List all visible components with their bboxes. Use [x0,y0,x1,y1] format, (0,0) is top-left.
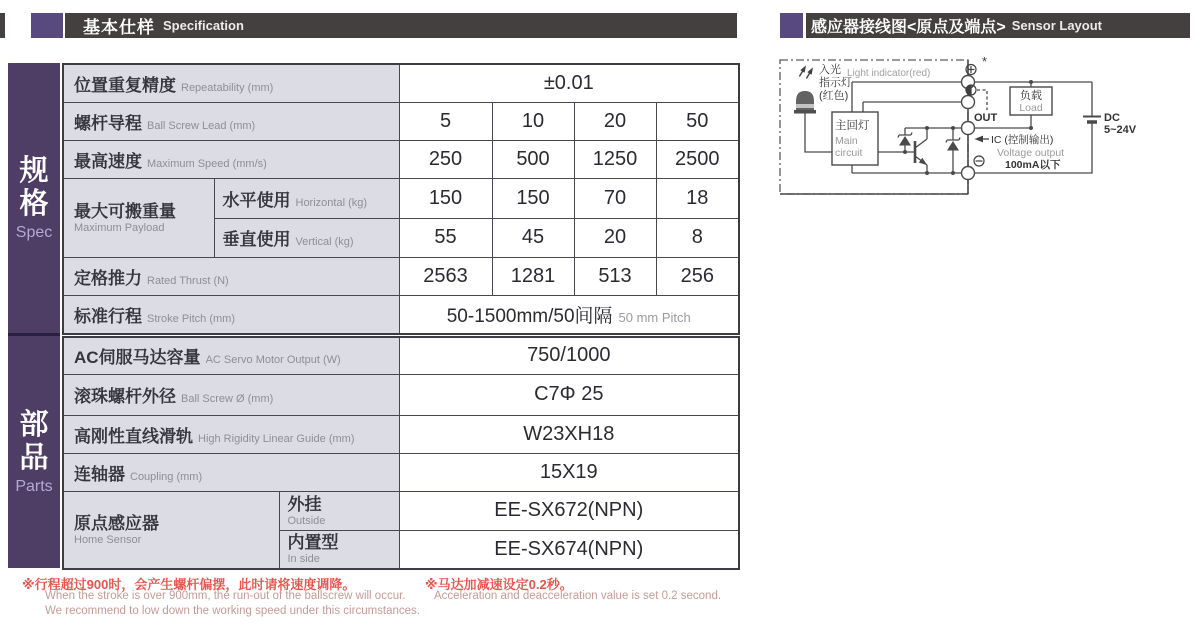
sidebar-parts-label-zh: 部品 [19,408,49,474]
row-label-zh: 高刚性直线滑轨 [74,426,193,446]
value-cell: 750/1000 [399,337,739,374]
spec-header-bar [65,13,737,38]
accent-square [780,13,803,38]
table-row [63,491,739,530]
value-cell: 1281 [492,257,574,295]
sub-row-label [279,530,399,569]
sub-row-label [214,178,399,218]
stroke-value-en: 50 mm Pitch [618,309,691,325]
value-cell: 8 [656,218,739,257]
row-label-zh: 外挂 [287,494,322,514]
main-circuit-label-en1: Main [835,135,858,147]
value-cell: 150 [399,178,492,218]
spec-title-en: Specification [163,18,244,33]
sub-row-label [279,491,399,530]
battery-icon [1083,117,1101,123]
table-row [63,295,739,334]
value-cell: 70 [574,178,656,218]
terminal-star: * [982,54,988,69]
row-label-zh: 原点感应器 [74,513,159,533]
light-arrows-icon [799,65,813,78]
footnote-1-en-line2: We recommend to low down the working speed under this circumstances. [45,605,420,617]
row-label [63,415,399,453]
table-row [63,178,739,218]
footnote-2-en: Acceleration and deacceleration value is set 0.2 second. [434,590,722,602]
table-row [63,415,739,453]
row-label-en: In side [287,553,320,566]
row-label-zh: 最大可搬重量 [74,201,176,221]
row-label [63,64,399,102]
light-in-label: 入光 [819,64,841,76]
row-label-zh: 水平使用 [222,190,291,210]
sidebar-section-parts [8,336,60,568]
sensor-wiring-diagram [775,52,1195,202]
row-label-en: Ball Screw Ø (mm) [181,393,274,405]
row-label [63,257,399,295]
footnote-2-zh: ※马达加减速设定0.2秒。 [425,577,573,592]
value-cell: 18 [656,178,739,218]
value-cell: 513 [574,257,656,295]
row-label-zh: 螺杆导程 [74,113,142,133]
row-label-en: Stroke Pitch (mm) [147,312,236,325]
light-indicator-label: Light indicator(red) [847,68,931,79]
value-cell: 1250 [574,140,656,178]
row-label-zh: 内置型 [287,533,339,553]
diode-terminal-icon [966,85,976,95]
row-label-en: Coupling (mm) [130,470,203,483]
out-label: OUT [974,112,998,124]
spec-title-zh: 基本仕样 [83,18,155,37]
footnote-1-zh: ※行程超过900时，会产生螺杆偏摆，此时请将速度调降。 [22,577,356,592]
current-limit-label: 100mA以下 [1005,159,1061,171]
voltage-output-label: Voltage output [997,147,1065,159]
table-row [63,257,739,295]
minus-terminal-icon [974,156,984,166]
ic-label: IC (控制输出) [991,134,1054,146]
value-cell: 500 [492,140,574,178]
indicator-label: 指示灯 [819,77,852,89]
value-cell: 2500 [656,140,739,178]
value-cell: W23XH18 [399,415,739,453]
value-cell: EE-SX672(NPN) [399,491,739,530]
zener-diode-icon [946,138,960,151]
ic-arrow-icon [975,136,990,143]
value-cell: 256 [656,257,739,295]
row-label-en: Home Sensor [74,533,142,546]
value-cell: 55 [399,218,492,257]
row-label-payload [63,178,214,257]
value-cell: 15X19 [399,453,739,491]
value-cell: 2563 [399,257,492,295]
value-cell: EE-SX674(NPN) [399,530,739,569]
accent-square [31,13,63,38]
row-label-en: High Rigidity Linear Guide (mm) [198,432,355,445]
transistor-icon [915,139,927,165]
table-row [63,453,739,491]
parts-table [62,336,740,570]
dc-range-label: 5~24V [1104,124,1137,136]
sidebar-spec-label-zh: 规格 [19,154,49,220]
table-row [63,140,739,178]
row-label-en: Horizontal (kg) [295,196,368,209]
section-sidebar [8,63,60,568]
load-label-en: Load [1019,102,1043,114]
row-label [63,453,399,491]
value-cell [399,295,739,334]
sidebar-spec-label-en: Spec [15,223,53,241]
dc-label: DC [1104,112,1120,124]
value-cell: 45 [492,218,574,257]
plus-terminal-icon [966,65,976,75]
value-cell: 150 [492,178,574,218]
row-label-en: Outside [287,514,326,527]
main-circuit-label-zh: 主回灯 [835,120,870,132]
row-label-home-sensor [63,491,279,569]
value-cell: 20 [574,102,656,140]
table-row [63,64,739,102]
row-label-en: AC Servo Motor Output (W) [205,354,341,367]
sensor-layout-title-zh: 感应器接线图<原点及端点> [811,19,1006,36]
value-cell: 250 [399,140,492,178]
row-label-en: Rated Thrust (N) [147,274,229,287]
value-cell: C7Φ 25 [399,374,739,415]
red-label: (红色) [819,90,849,102]
row-label-zh: AC伺服马达容量 [74,348,201,368]
row-label [63,140,399,178]
table-row [63,102,739,140]
row-label-en: Vertical (kg) [295,236,354,248]
value-cell: ±0.01 [399,64,739,102]
main-circuit-label-en2: circuit [835,147,863,159]
led-icon [794,91,816,114]
row-label [63,374,399,415]
row-label-en: Repeatability (mm) [181,81,274,94]
row-label [63,102,399,140]
page-edge-notch [0,13,5,38]
sensor-layout-title-en: Sensor Layout [1011,18,1102,33]
row-label-zh: 连轴器 [74,464,125,484]
row-label-zh: 标准行程 [74,306,142,326]
value-cell: 20 [574,218,656,257]
row-label-zh: 定格推力 [74,268,142,288]
row-label-en: Ball Screw Lead (mm) [147,119,256,132]
footnote-1-en-line1: When the stroke is over 900mm, the run-out of the ballscrew will occur. [45,590,406,602]
zener-diode-icon [898,133,912,146]
sidebar-section-spec [8,63,60,333]
main-circuit-box [832,112,878,165]
row-label-en: Maximum Speed (mm/s) [147,157,267,170]
value-cell: 50 [656,102,739,140]
sidebar-parts-label-en: Parts [15,477,53,495]
table-row [63,337,739,374]
row-label-en: Maximum Payload [74,221,165,234]
value-cell: 5 [399,102,492,140]
row-label-zh: 最高速度 [74,151,142,171]
sub-row-label [214,218,399,257]
spec-table [62,63,740,335]
row-label-zh: 位置重复精度 [74,75,176,95]
load-box [1010,87,1052,115]
load-label-zh: 负载 [1020,90,1042,102]
sensor-layout-header-bar [806,13,1190,38]
stroke-value-zh: 50-1500mm/50间隔 [446,305,613,327]
row-label [63,337,399,374]
row-label [63,295,399,334]
row-label-zh: 滚珠螺杆外径 [74,387,176,406]
table-row [63,374,739,415]
row-label-zh: 垂直使用 [222,230,291,249]
value-cell: 10 [492,102,574,140]
